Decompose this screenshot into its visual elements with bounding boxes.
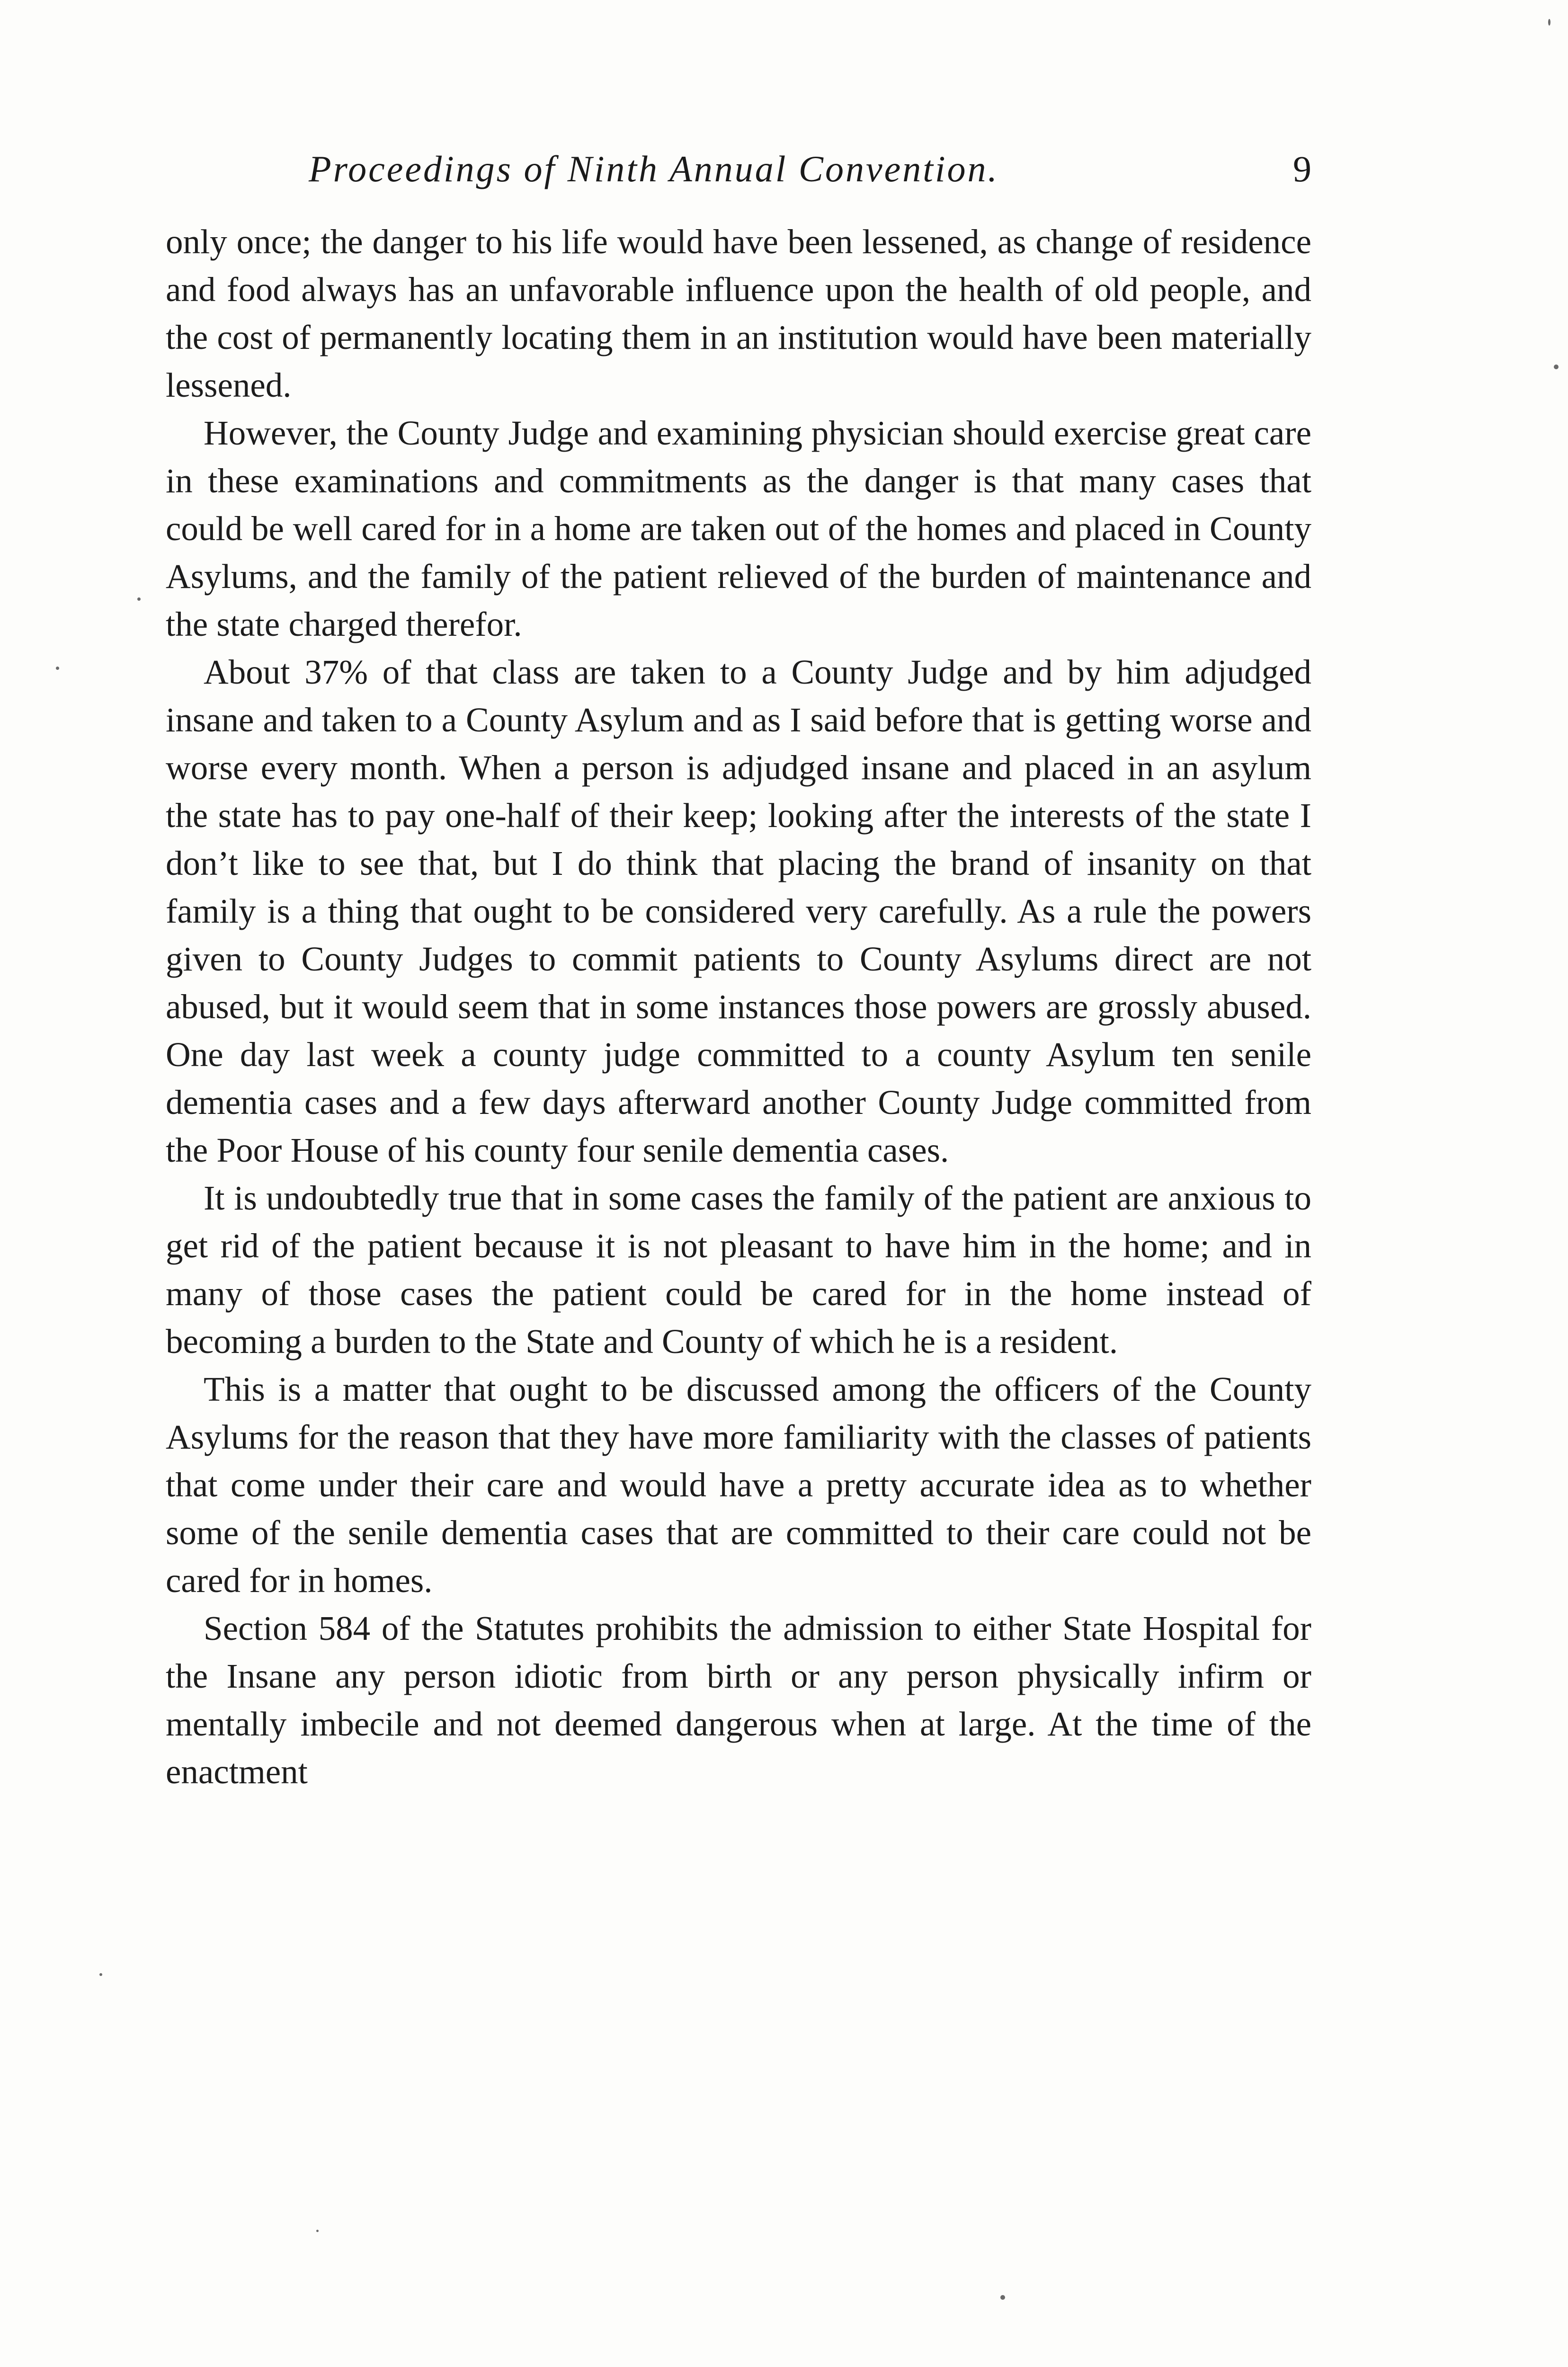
running-title: Proceedings of Ninth Annual Convention. bbox=[309, 148, 999, 189]
running-head bbox=[166, 148, 1311, 205]
paragraph-continued: only once; the danger to his life would have been lessened, as change of residence and food always has an unfavorable influence upon the health of old people, and the cost of permanently locating them in an institution would have been materially lessened. bbox=[166, 222, 1311, 404]
scan-speck bbox=[316, 2230, 319, 2232]
paragraph-thirty-seven-percent: About 37% of that class are taken to a County Judge and by him adjudged insane and taken to a County Asylum and as I said before that is getting worse and worse every month. When a person is adjudged insane and placed in an asylum the state has to pay one-half of their keep; looking after the interests of the state I don’t like to see that, but I do think that placing the brand of insanity on that family is a thing that ought to be considered very carefully. As a rule the powers given to County Judges to commit patients to County Asylums direct are not abused, but it would seem that in some instances those powers are grossly abused. One day last week a county judge committed to a county Asylum ten senile dementia cases and a few days afterward another County Judge committed from the Poor House of his county four senile dementia cases. bbox=[166, 653, 1311, 1169]
page-number: 9 bbox=[1293, 148, 1311, 189]
body-text bbox=[166, 218, 1311, 1796]
scan-speck bbox=[1548, 19, 1550, 26]
paragraph-county-judge-care: However, the County Judge and examining physician should exercise great care in these examinations and commitments as the danger is that many cases that could be well cared for in a home are taken out of the homes and placed in County Asylums, and the family of the patient relieved of the burden of maintenance and the state charged therefor. bbox=[166, 414, 1311, 643]
paragraph-family-anxious: It is undoubtedly true that in some cases the family of the patient are anxious to get rid of the patient because it is not pleasant to have him in the home; and in many of those cases the patient could be cared for in the home instead of becoming a burden to the State and County of which he is a resident. bbox=[166, 1179, 1311, 1361]
scan-speck bbox=[1000, 2295, 1005, 2300]
scan-speck bbox=[99, 1973, 102, 1976]
paragraph-section-584: Section 584 of the Statutes prohibits the admission to either State Hospital for the Insane any person idiotic from birth or any person physically infirm or mentally imbecile and not deemed dangerous when at large. At the time of the enactment bbox=[166, 1609, 1311, 1791]
scan-speck bbox=[137, 597, 141, 601]
paragraph-officers-discussion: This is a matter that ought to be discussed among the officers of the County Asylums for the reason that they have more familiarity with the classes of patients that come under their care and would have a pretty accurate idea as to whether some of the senile dementia cases that are committed to their care could not be cared for in homes. bbox=[166, 1370, 1311, 1600]
scan-speck bbox=[56, 667, 59, 670]
scan-speck bbox=[1554, 365, 1559, 369]
